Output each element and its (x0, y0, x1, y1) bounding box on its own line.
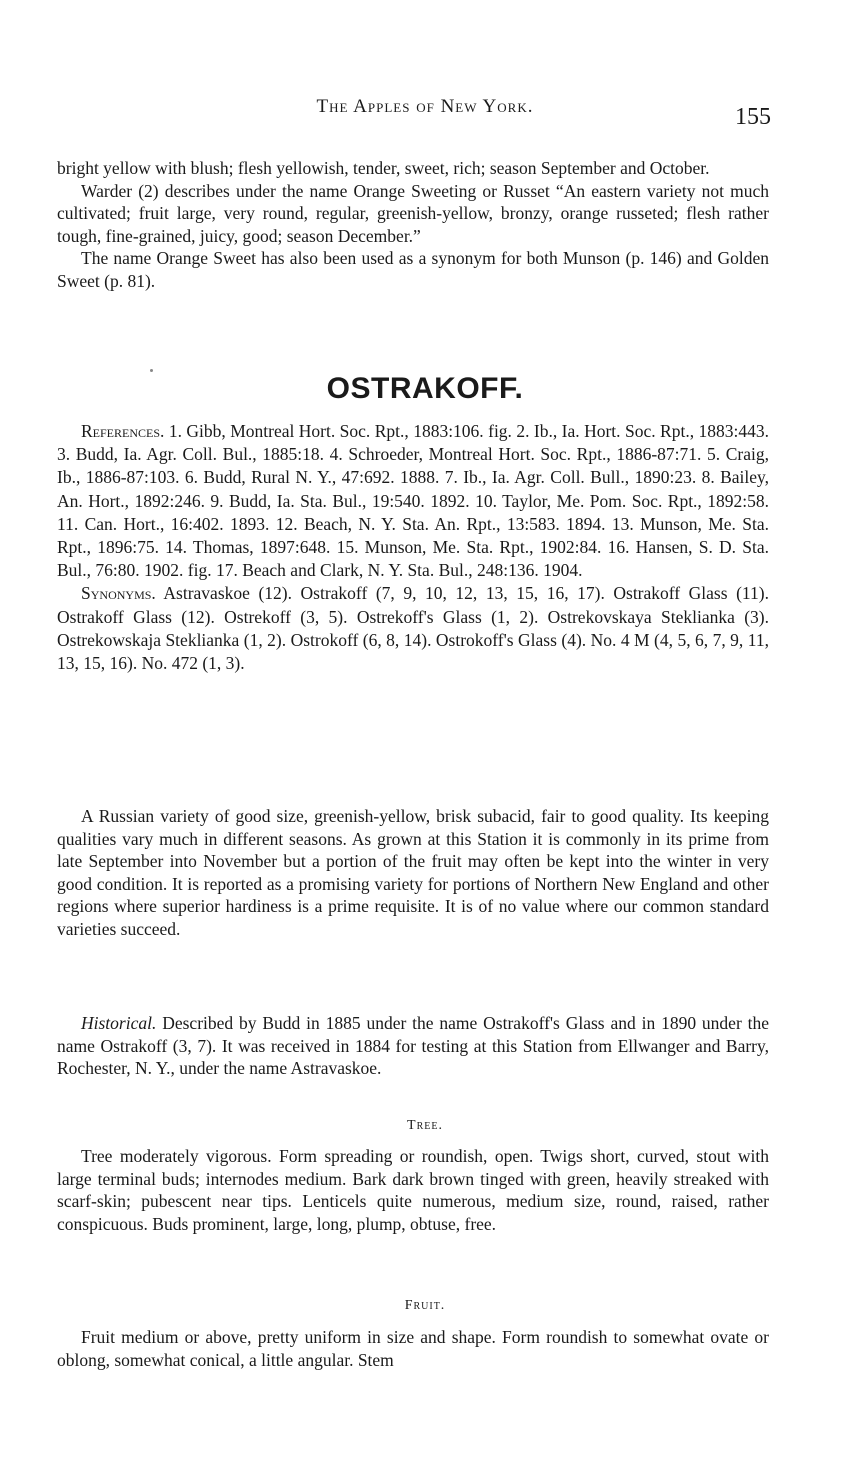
references-text: 1. Gibb, Montreal Hort. Soc. Rpt., 1883:106. fig. 2. Ib., Ia. Hort. Soc. Rpt., 1883:443. 3. Budd, Ia. Agr. Coll. Bul., 1885:18. 4. Schroeder, Montreal Hort. Soc. Rpt., 1886-87:71. 5. Craig, Ib., 1886-87:103. 6. Budd, Rural N. Y., 47:692. 1888. 7. Ib., Ia. Agr. Coll. Bull., 1890:23. 8. Bailey, An. Hort., 1892:246. 9. Budd, Ia. Sta. Bul., 19:540. 1892. 10. Taylor, Me. Pom. Soc. Rpt., 1892:58. 11. Can. Hort., 16:402. 1893. 12. Beach, N. Y. Sta. An. Rpt., 13:583. 1894. 13. Munson, Me. Sta. Rpt., 1896:75. 14. Thomas, 1897:648. 15. Munson, Me. Sta. Rpt., 1902:84. 16. Hansen, S. D. Sta. Bul., 76:80. 1902. fig. 17. Beach and Clark, N. Y. Sta. Bul., 248:136. 1904. (57, 421, 769, 581)
synonyms-text: Astravaskoe (12). Ostrakoff (7, 9, 10, 12, 13, 15, 16, 17). Ostrakoff Glass (11). Ostrakoff Glass (12). Ostrekoff (3, 5). Ostrekoff's Glass (1, 2). Ostrekovskaya Steklianka (3). Ostrekowskaja Steklianka (1, 2). Ostrokoff (6, 8, 14). Ostrokoff's Glass (4). No. 4 M (4, 5, 6, 7, 9, 11, 13, 15, 16). No. 472 (1, 3). (57, 583, 769, 674)
intro-paragraph-2: Warder (2) describes under the name Orange Sweeting or Russet “An eastern variety not much cultivated; fruit large, very round, regular, greenish-yellow, bronzy, orange russeted; flesh rather tough, fine-grained, juicy, good; season December.” (57, 180, 769, 246)
historical-section (57, 1012, 769, 1080)
fruit-section (57, 1326, 769, 1371)
historical-text: Described by Budd in 1885 under the name Ostrakoff's Glass and in 1890 under the name Ostrakoff (3, 7). It was received in 1884 for testing at this Station from Ellwanger and Barry, Rochester, N. Y., under the name Astravaskoe. (57, 1013, 770, 1078)
intro-section (57, 157, 769, 292)
tree-paragraph: Tree moderately vigorous. Form spreading or roundish, open. Twigs short, curved, stout with large terminal buds; internodes medium. Bark dark brown tinged with green, heavily streaked with scarf-skin; pubescent near tips. Lenticels quite numerous, medium size, round, raised, rather conspicuous. Buds prominent, large, long, plump, obtuse, free. (57, 1146, 769, 1234)
synonyms-label: Synonyms. (81, 583, 156, 604)
running-head: The Apples of New York. (316, 96, 534, 117)
tree-section (57, 1145, 769, 1235)
intro-paragraph-1: bright yellow with blush; flesh yellowish, tender, sweet, rich; season September and October. (57, 158, 710, 178)
fruit-paragraph: Fruit medium or above, pretty uniform in size and shape. Form roundish to somewhat ovate or oblong, somewhat conical, a little angular. Stem (57, 1327, 769, 1370)
tree-heading: Tree. (407, 1118, 443, 1133)
references-label: References. (81, 421, 165, 441)
references-section (57, 420, 769, 675)
variety-title: OSTRAKOFF. (326, 372, 524, 405)
intro-paragraph-3: The name Orange Sweet has also been used as a synonym for both Munson (p. 146) and Golden Sweet (p. 81). (57, 248, 769, 291)
historical-label: Historical. (81, 1013, 157, 1033)
fruit-heading: Fruit. (404, 1298, 446, 1313)
description-paragraph: A Russian variety of good size, greenish-yellow, brisk subacid, fair to good quality. Its keeping qualities vary much in different seasons. As grown at this Station it is commonly in its prime from late September into November but a portion of the fruit may often be kept into the winter in very good condition. It is reported as a promising variety for portions of Northern New England and other regions where superior hardiness is a prime requisite. It is of no value where our common standard varieties succeed. (57, 806, 769, 939)
description-section (57, 805, 769, 940)
page-number: 155 (735, 104, 771, 130)
